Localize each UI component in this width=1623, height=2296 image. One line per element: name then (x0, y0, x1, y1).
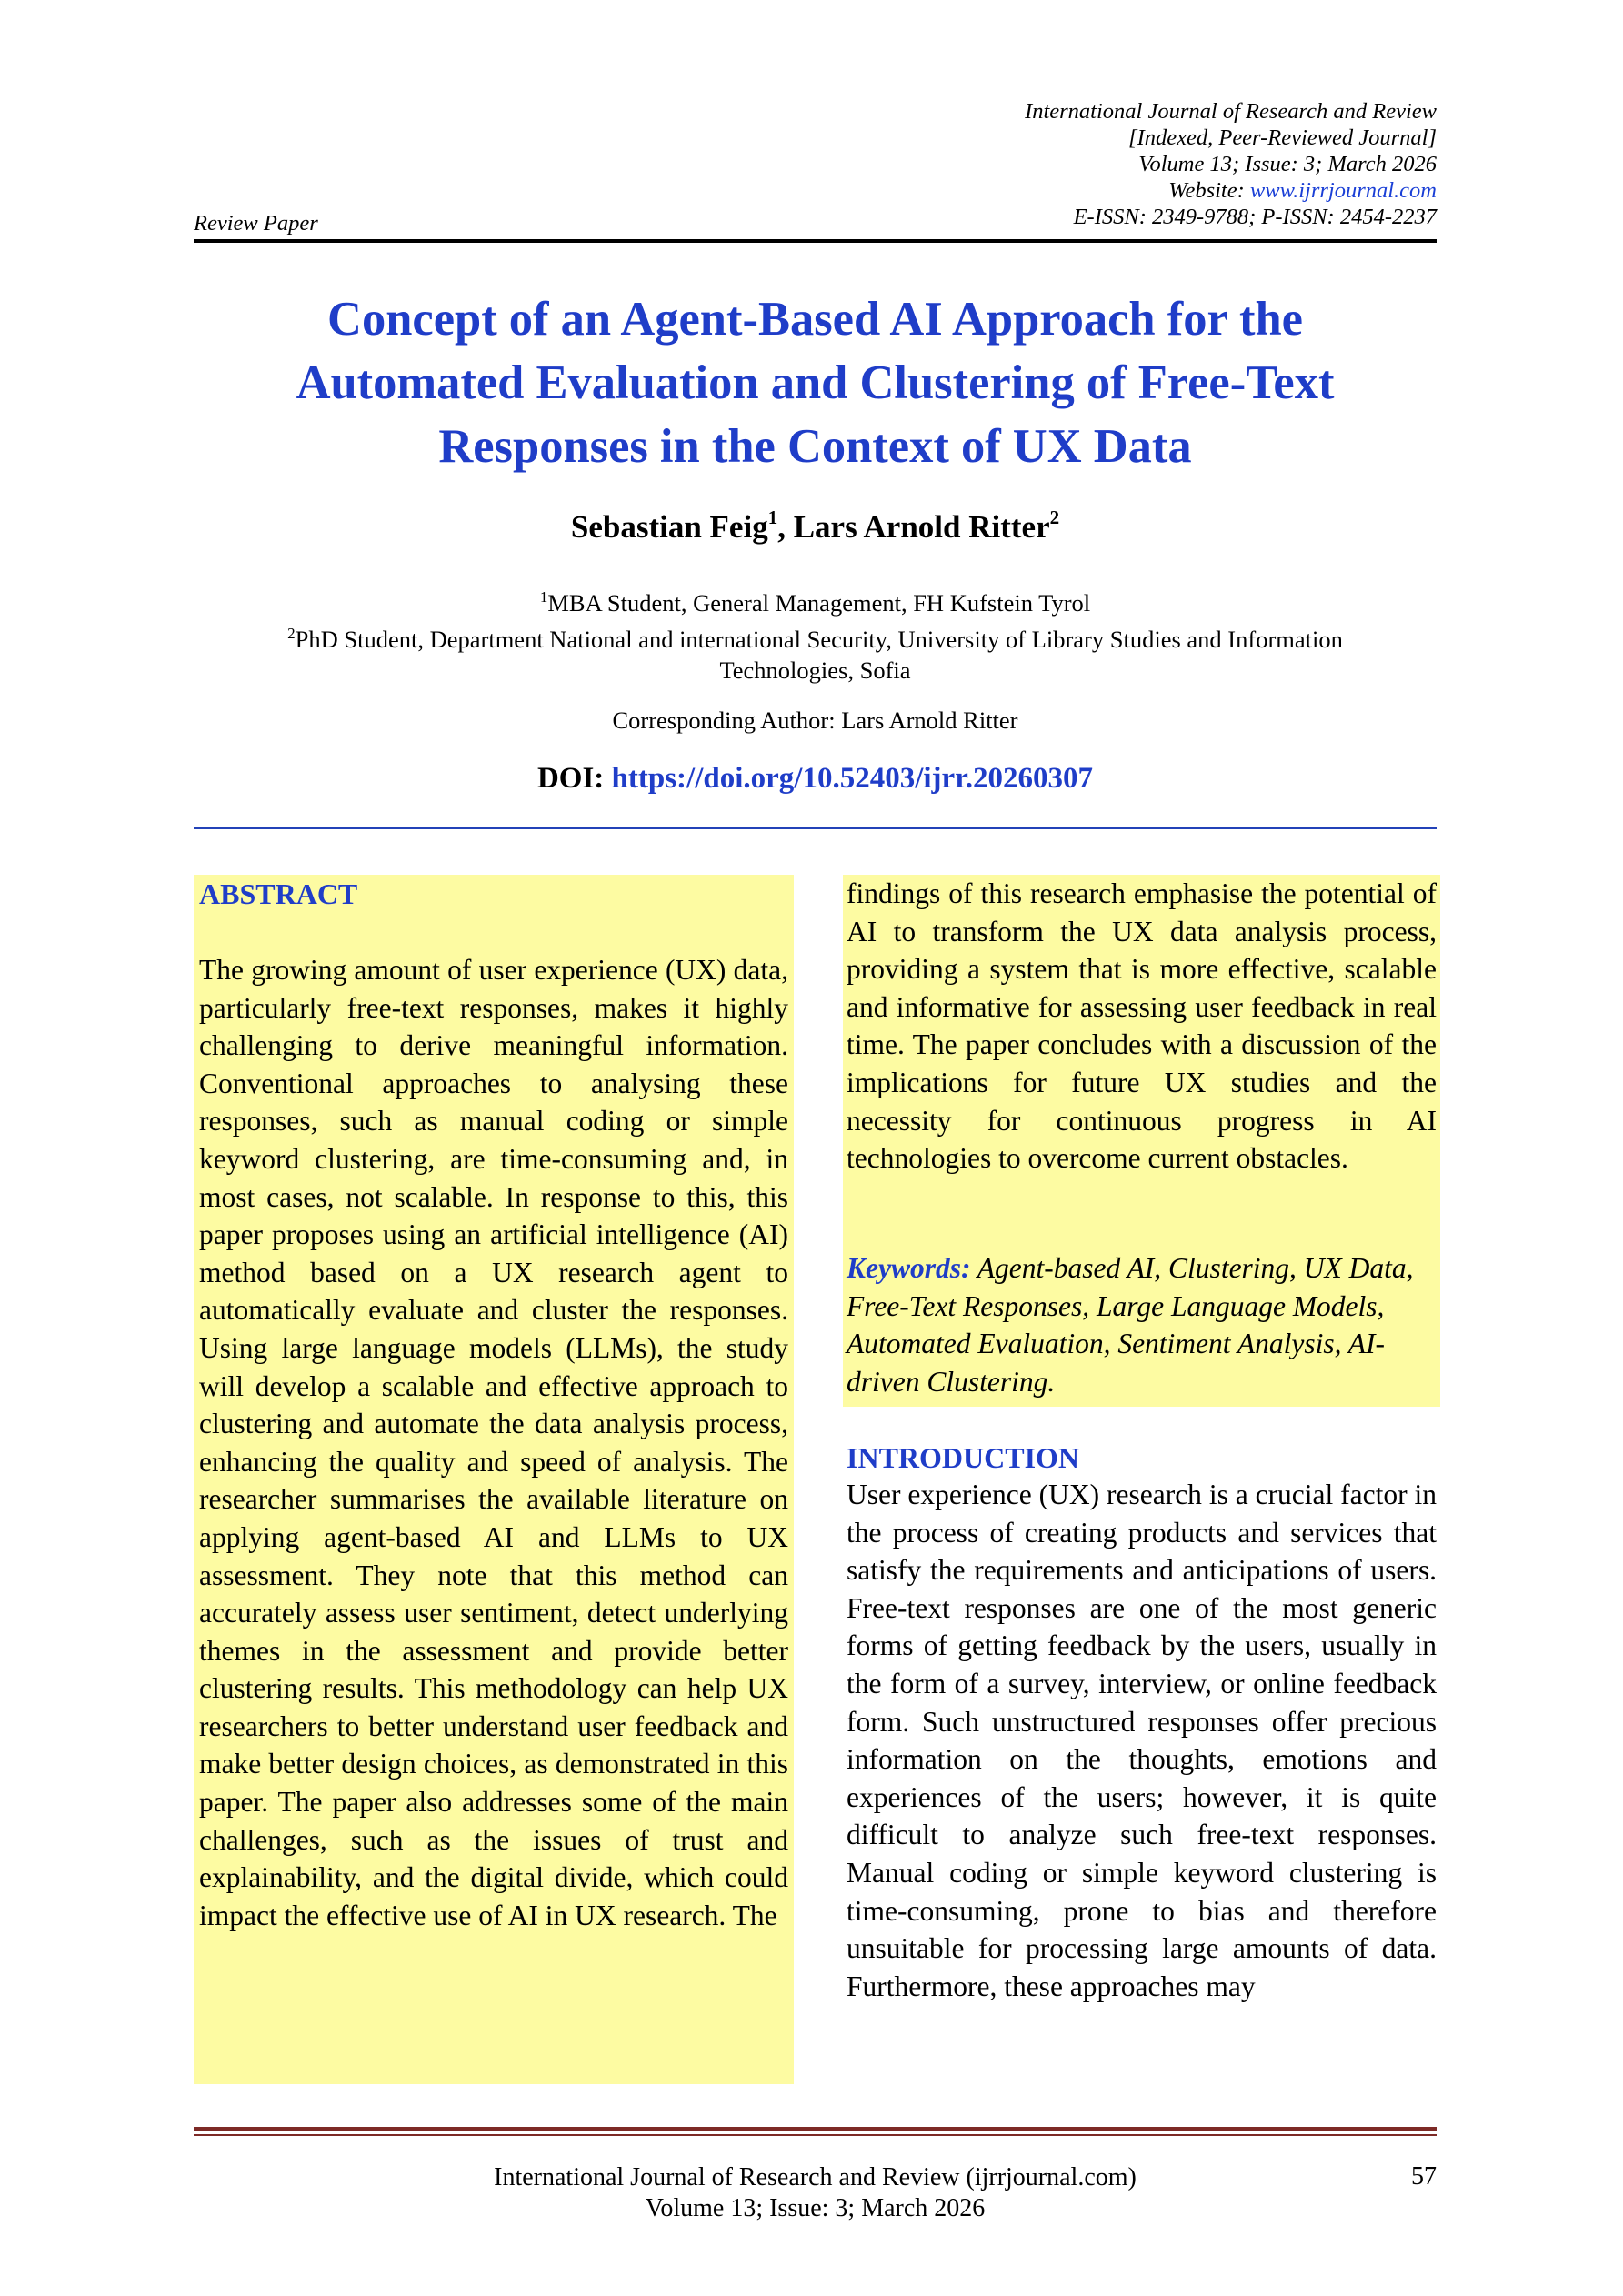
abstract-text-continued: findings of this research emphasise the potential of AI to transform the UX data analysis process, providing a system that is more effective, scalable and informative for assessing user feedback in real time. The paper concludes with a discussion of the implications for future UX studies and the necessity for continuous progress in AI technologies to overcome current obstacles. (847, 877, 1437, 1175)
abstract-heading: ABSTRACT (199, 877, 358, 910)
header-divider (194, 239, 1437, 243)
title-line-1: Concept of an Agent-Based AI Approach for the (327, 293, 1303, 346)
abstract-continuation-block (843, 875, 1440, 1407)
affil-text: PhD Student, Department National and international Security, University of Library Studies and Information (295, 626, 1343, 653)
title-line-3: Responses in the Context of UX Data (438, 420, 1192, 473)
keywords (847, 1249, 1437, 1400)
author-name: Sebastian Feig (570, 509, 768, 545)
journal-issn: E-ISSN: 2349-9788; P-ISSN: 2454-2237 (1073, 205, 1437, 229)
page-number: 57 (1411, 2162, 1437, 2191)
doi-link[interactable]: https://doi.org/10.52403/ijrr.20260307 (611, 762, 1094, 795)
author-name: Lars Arnold Ritter (793, 509, 1050, 545)
affiliations (194, 582, 1437, 686)
journal-volume-issue: Volume 13; Issue: 3; March 2026 (1138, 152, 1437, 176)
paper-type-label: Review Paper (194, 211, 318, 236)
introduction-heading: INTRODUCTION (847, 1441, 1080, 1474)
abstract-block (194, 875, 794, 2084)
affil-text: MBA Student, General Management, FH Kufstein Tyrol (547, 589, 1091, 617)
footer-volume: Volume 13; Issue: 3; March 2026 (645, 2194, 986, 2222)
affiliation-2 (194, 618, 1437, 655)
journal-name: International Journal of Research and Review (1025, 99, 1437, 124)
doi-label: DOI: (536, 762, 612, 795)
abstract-text: The growing amount of user experience (UX) data, particularly free-text responses, makes it highly challenging to derive meaningful information. Conventional approaches to analysing these responses, such as manual coding or simple keyword clustering, are time-consuming and, in most cases, not scalable. In response to this, this paper proposes using an artificial intelligence (AI) method based on a UX research agent to automatically evaluate and cluster the responses. Using large language models (LLMs), the study will develop a scalable and effective approach to clustering and automate the data analysis process, enhancing the quality and speed of analysis. The researcher summarises the available literature on applying agent-based AI and LLMs to UX assessment. They note that this method can accurately assess user sentiment, detect underlying themes in the assessment and provide better clustering results. This methodology can help UX researchers to better understand user feedback and make better design choices, as demonstrated in this paper. The paper also addresses some of the main challenges, such as the issues of trust and explainability, and the digital divide, which could impact the effective use of AI in UX research. The (199, 954, 788, 1931)
title-line-2: Automated Evaluation and Clustering of Free-Text (296, 356, 1335, 409)
keywords-label: Keywords: (847, 1252, 971, 1284)
footer (194, 2162, 1437, 2224)
author-list (194, 506, 1437, 546)
corresponding-author: Corresponding Author: Lars Arnold Ritter (612, 707, 1018, 734)
website-link[interactable]: www.ijrrjournal.com (1249, 178, 1437, 203)
affiliation-1 (194, 582, 1437, 618)
footer-journal: International Journal of Research and Review (ijrrjournal.com) (494, 2163, 1137, 2191)
journal-indexing: [Indexed, Peer-Reviewed Journal] (1128, 125, 1437, 150)
doi-line (194, 762, 1437, 796)
title-divider (194, 827, 1437, 829)
author-affil-sup: 1 (767, 506, 778, 528)
affil-sup: 2 (287, 625, 296, 642)
website-label: Website: (1168, 178, 1250, 203)
footer-divider (194, 2127, 1437, 2131)
footer-divider-thin (194, 2134, 1437, 2136)
keywords-text: Agent-based AI, Clustering, UX Data, Free-Text Responses, Large Language Models, Automated Evaluation, Sentiment Analysis, AI-driven Clustering. (847, 1252, 1414, 1398)
author-separator: , (777, 509, 794, 545)
journal-info (618, 98, 1437, 230)
affil-sup: 1 (539, 588, 548, 606)
affiliation-2-cont: Technologies, Sofia (719, 657, 911, 684)
journal-website (618, 177, 1437, 204)
introduction-text: User experience (UX) research is a crucial factor in the process of creating products and services that satisfy the requirements and anticipations of users. Free-text responses are one of the most generic forms of getting feedback by the users, usually in the form of a survey, interview, or online feedback form. Such unstructured responses offer precious information on the thoughts, emotions and experiences of the users; however, it is quite difficult to analyze such free-text responses. Manual coding or simple keyword clustering is time-consuming, prone to bias and therefore unsuitable for processing large amounts of data. Furthermore, these approaches may (847, 1479, 1437, 2002)
paper-title (194, 287, 1437, 478)
author-affil-sup: 2 (1049, 506, 1060, 528)
